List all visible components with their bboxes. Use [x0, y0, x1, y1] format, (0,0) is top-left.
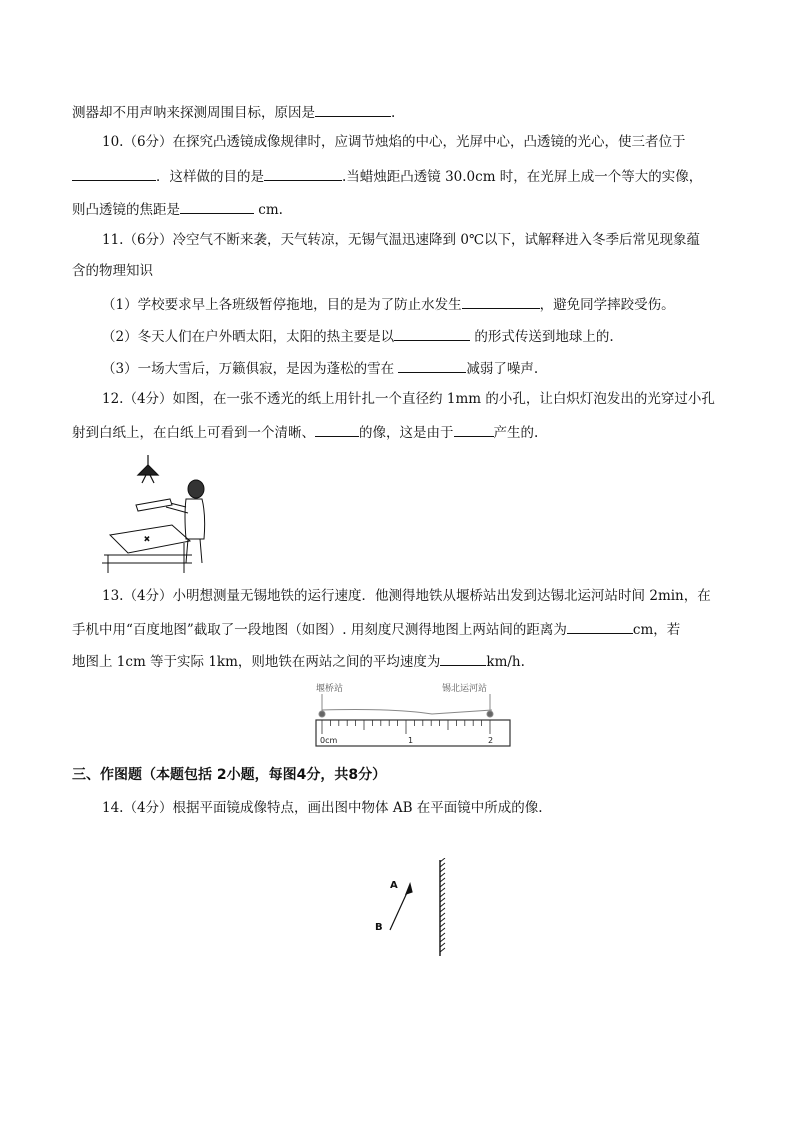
q13-line-2	[72, 619, 680, 639]
svg-text:×: ×	[144, 535, 150, 543]
hatch-line	[440, 893, 445, 897]
q12-line-2	[72, 422, 538, 442]
q13-line-1	[102, 587, 711, 605]
q13-stem: 13.（4分）小明想测量无锡地铁的运行速度．他测得地铁从堰桥站出发到达锡北运河站时间 2min，在	[102, 588, 711, 604]
q10-line-2	[72, 166, 702, 186]
q10-blank-2[interactable]	[264, 166, 342, 181]
q11-blank-2[interactable]	[394, 326, 470, 341]
q13-text-b: cm，若	[632, 622, 681, 638]
q11-blank-3[interactable]	[398, 358, 466, 373]
q11-sub-2-text: （2）冬天人们在户外晒太阳，太阳的热主要是以	[102, 329, 395, 345]
map-ruler-figure	[312, 680, 512, 750]
q11-sub-3-end: 减弱了噪声.	[466, 361, 539, 377]
hatch-line	[440, 948, 445, 952]
q11-line-1	[102, 231, 700, 249]
q14-line	[102, 799, 543, 817]
q10-purpose: ．这样做的目的是	[156, 169, 264, 185]
hatch-line	[440, 868, 445, 872]
q9-tail-line	[72, 102, 395, 122]
q11-sub-1-text: （1）学校要求早上各班级暂停拖地，目的是为了防止水发生	[102, 297, 462, 313]
hatch-line	[440, 933, 445, 937]
q11-sub-3-text: （3）一场大雪后，万籁俱寂，是因为蓬松的雪在	[102, 361, 399, 377]
q9-end: .	[391, 105, 396, 121]
q9-answer-blank[interactable]	[315, 102, 391, 117]
ruler-label-zero: 0cm	[320, 736, 338, 745]
q12-text-c: 产生的.	[493, 425, 539, 441]
hatch-line	[440, 903, 445, 907]
label-b: B	[375, 922, 383, 933]
q11-line-2	[72, 262, 153, 280]
q11-sub-1	[102, 294, 675, 314]
hatch-line	[440, 858, 445, 862]
ruler-label-two: 2	[488, 736, 494, 745]
q10-line-1	[102, 133, 686, 151]
q12-blank-2[interactable]	[454, 422, 494, 437]
q13-line-3	[72, 651, 525, 671]
q10-condition: .当蜡烛距凸透镜 30.0cm 时，在光屏上成一个等大的实像，	[342, 169, 703, 185]
station-left-label: 堰桥站	[316, 684, 344, 694]
lamp-icon	[138, 455, 158, 483]
label-a: A	[390, 880, 398, 891]
q10-line-3	[72, 199, 283, 219]
q13-text-a: 手机中用“百度地图”截取了一段地图（如图）. 用刻度尺测得地图上两站间的距离为	[72, 622, 567, 638]
q13-blank-2[interactable]	[440, 651, 486, 666]
q11-sub-1-end: ，避免同学摔跤受伤。	[539, 297, 675, 313]
q11-sub-3	[102, 358, 538, 378]
hatch-line	[440, 878, 445, 882]
q11-sub-2	[102, 326, 614, 346]
q13-text-c: 地图上 1cm 等于实际 1km，则地铁在两站之间的平均速度为	[72, 654, 441, 670]
q11-stem: 11.（6分）冷空气不断来袭，天气转凉，无锡气温迅速降到 0℃以下，试解释进入冬季后常见现象蕴	[102, 232, 701, 248]
hatch-line	[440, 918, 445, 922]
station-right-label: 锡北运河站	[442, 684, 488, 694]
q13-unit: km/h.	[486, 654, 525, 670]
hatch-line	[440, 863, 445, 867]
mirror-figure	[370, 858, 460, 958]
q10-blank-3[interactable]	[180, 199, 254, 214]
q11-sub-2-end: 的形式传送到地球上的.	[470, 329, 614, 345]
person-figure	[162, 480, 205, 563]
q9-text: 测器却不用声呐来探测周围目标，原因是	[72, 105, 315, 121]
map-route	[319, 694, 493, 717]
q12-blank-1[interactable]	[315, 422, 359, 437]
hatch-line	[440, 913, 445, 917]
table-figure	[102, 525, 192, 573]
paper-with-hole	[136, 499, 172, 511]
hatch-line	[440, 888, 445, 892]
hatch-line	[440, 923, 445, 927]
hatch-line	[440, 873, 445, 877]
hatch-line	[440, 928, 445, 932]
q11-blank-1[interactable]	[462, 294, 540, 309]
q12-stem: 12.（4分）如图，在一张不透光的纸上用针扎一个直径约 1mm 的小孔，让白炽灯泡发出的光穿过小孔	[102, 391, 715, 407]
q14-text: 14.（4分）根据平面镜成像特点，画出图中物体 AB 在平面镜中所成的像.	[102, 800, 543, 816]
section-3-heading	[72, 766, 386, 784]
section-3-heading-text: 三、作图题（本题包括 2小题，每图4分，共8分）	[72, 767, 387, 783]
q12-line-1	[102, 390, 715, 408]
mirror-hatching	[440, 858, 445, 952]
q12-text-b: 的像，这是由于	[359, 425, 454, 441]
q10-unit: cm.	[254, 202, 283, 218]
q11-stem-2: 含的物理知识	[72, 263, 153, 279]
q13-blank-1[interactable]	[567, 619, 633, 634]
ruler-label-one: 1	[408, 736, 414, 745]
q10-stem: 10.（6分）在探究凸透镜成像规律时，应调节烛焰的中心，光屏中心，凸透镜的光心，使三者位于	[102, 134, 686, 150]
q12-text-a: 射到白纸上，在白纸上可看到一个清晰、	[72, 425, 315, 441]
pinhole-figure	[100, 455, 210, 573]
q10-blank-1[interactable]	[72, 166, 156, 181]
hatch-line	[440, 938, 445, 942]
hatch-line	[440, 883, 445, 887]
hatch-line	[440, 943, 445, 947]
hatch-line	[440, 898, 445, 902]
q10-focal: 则凸透镜的焦距是	[72, 202, 180, 218]
hatch-line	[440, 908, 445, 912]
